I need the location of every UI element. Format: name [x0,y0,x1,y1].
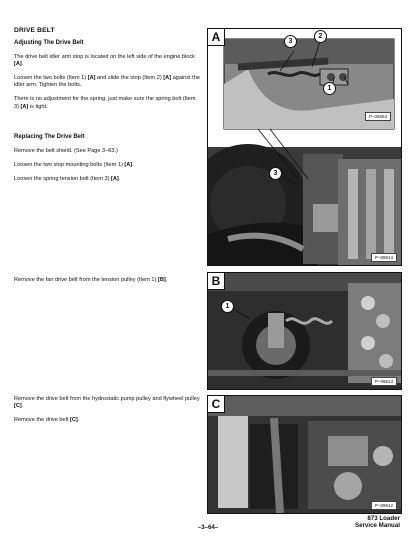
manual-title [355,515,400,529]
adjusting-para-3: There is no adjustment for the spring, just make sure the spring bolt (Item 3) [A] is tight. [14,96,196,110]
figure-b-code: P–09613 [371,377,397,386]
figure-a-callout-3: 3 [284,35,297,48]
figure-c-belt-photo [208,396,401,513]
adjusting-section [14,40,200,118]
manual-title-line-1: 873 Loader [367,515,400,522]
figure-b-pulley-photo [208,273,401,389]
replacing-para-3: Loosen the spring tension bolt (Item 3) [A]. [14,176,121,183]
fan-belt-section [14,277,200,291]
replacing-section [14,134,200,190]
figure-b-label: B [208,273,225,290]
figure-c-code: P–09612 [371,501,397,510]
figure-b-callout-1: 1 [221,300,234,313]
figure-a [207,28,402,266]
drive-belt-para-2: Remove the drive belt [C]. [14,417,80,424]
figure-a-main-code: P–09614 [371,253,397,262]
replacing-para-1: Remove the belt shield. (See Page 3–63.) [14,148,118,155]
adjusting-para-2: Loosen the two bolts (Item 1) [A] and slide the stop (Item 2) [A] against the idler arm. Tighten the bolts. [14,75,200,89]
section-heading: DRIVE BELT [14,27,55,34]
fan-belt-para: Remove the fan drive belt from the tension pulley (Item 1) [B]. [14,277,168,283]
manual-title-line-2: Service Manual [354,522,400,529]
drive-belt-para-1: Remove the drive belt from the hydrostatic pump pulley and flywheel pulley [C]. [14,396,200,410]
figure-a-label: A [208,29,225,46]
figure-a-engine-photo [208,29,401,265]
figure-a-callout-1: 1 [323,82,336,95]
figure-c [207,395,402,514]
figure-b [207,272,402,390]
figure-a-callout-3-main: 3 [269,167,282,180]
figure-a-inset-code: P–05554 [365,112,391,121]
replacing-title: Replacing The Drive Belt [14,134,85,140]
drive-belt-section [14,396,200,431]
adjusting-para-1: The drive belt idler arm stop is located on the left side of the engine block [A]. [14,54,195,68]
adjusting-title: Adjusting The Drive Belt [14,40,84,46]
figure-c-label: C [208,396,225,413]
page-number: –3–64– [197,524,219,531]
figure-a-callout-2: 2 [314,30,327,43]
replacing-para-2: Loosen the two stop mounting bolts (Item 1) [A]. [14,162,134,169]
